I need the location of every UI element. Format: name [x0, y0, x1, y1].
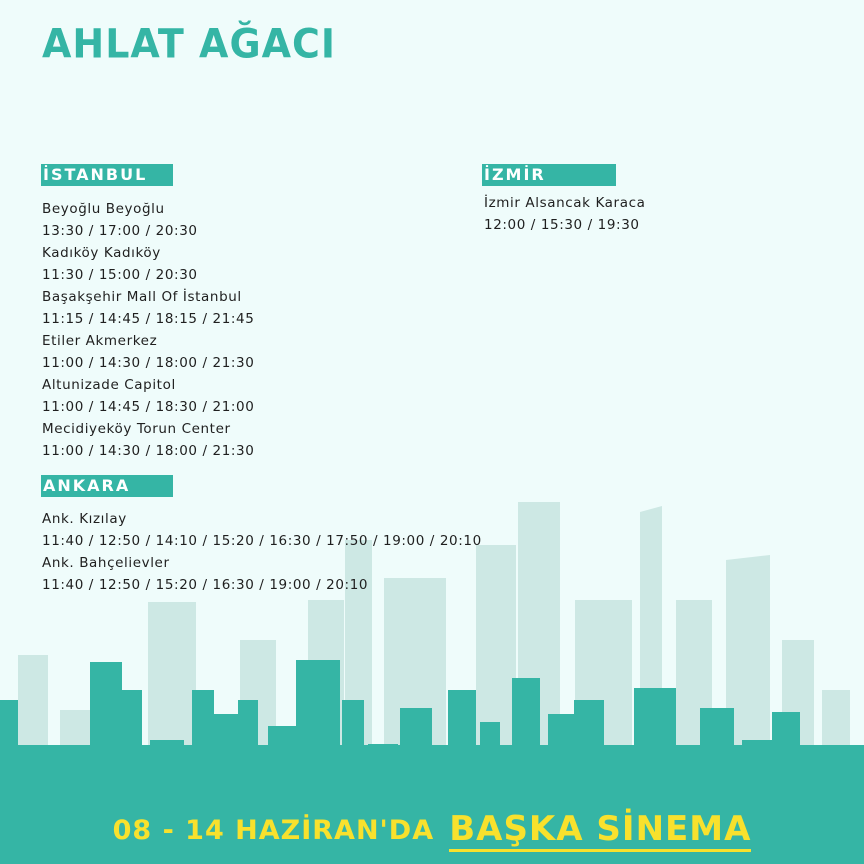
- cinema-name: Ank. Kızılay: [42, 511, 127, 527]
- showtimes: 13:30 / 17:00 / 20:30: [42, 223, 198, 239]
- showtimes: 11:40 / 12:50 / 14:10 / 15:20 / 16:30 / 17:50 / 19:00 / 20:10: [42, 533, 482, 549]
- cinema-name: Etiler Akmerkez: [42, 333, 158, 349]
- izmir-showtimes: [484, 192, 645, 236]
- showtimes: 11:00 / 14:45 / 18:30 / 21:00: [42, 399, 255, 415]
- cinema-name: Kadıköy Kadıköy: [42, 245, 161, 261]
- festival-dates: 08 - 14 HAZİRAN'DA: [112, 815, 435, 846]
- page-title: AHLAT AĞACI: [42, 20, 337, 68]
- city-label-ankara: ANKARA: [41, 475, 173, 497]
- showtimes: 11:30 / 15:00 / 20:30: [42, 267, 198, 283]
- showtimes: 12:00 / 15:30 / 19:30: [484, 217, 640, 233]
- cinema-name: Beyoğlu Beyoğlu: [42, 201, 165, 217]
- cinema-name: Başakşehir Mall Of İstanbul: [42, 289, 242, 305]
- city-label-istanbul: İSTANBUL: [41, 164, 173, 186]
- city-label-izmir: İZMİR: [482, 164, 616, 186]
- showtimes: 11:00 / 14:30 / 18:00 / 21:30: [42, 355, 255, 371]
- cinema-name: Mecidiyeköy Torun Center: [42, 421, 231, 437]
- cinema-name: Ank. Bahçelievler: [42, 555, 170, 571]
- cinema-name: Altunizade Capitol: [42, 377, 176, 393]
- showtimes: 11:00 / 14:30 / 18:00 / 21:30: [42, 443, 255, 459]
- cinema-name: İzmir Alsancak Karaca: [484, 195, 646, 211]
- ankara-showtimes: [42, 508, 482, 596]
- baska-sinema-logo: BAŞKA SİNEMA: [449, 809, 751, 852]
- showtimes: 11:15 / 14:45 / 18:15 / 21:45: [42, 311, 255, 327]
- showtimes: 11:40 / 12:50 / 15:20 / 16:30 / 19:00 / 20:10: [42, 577, 369, 593]
- footer-banner: [0, 809, 864, 852]
- istanbul-showtimes: [42, 198, 254, 462]
